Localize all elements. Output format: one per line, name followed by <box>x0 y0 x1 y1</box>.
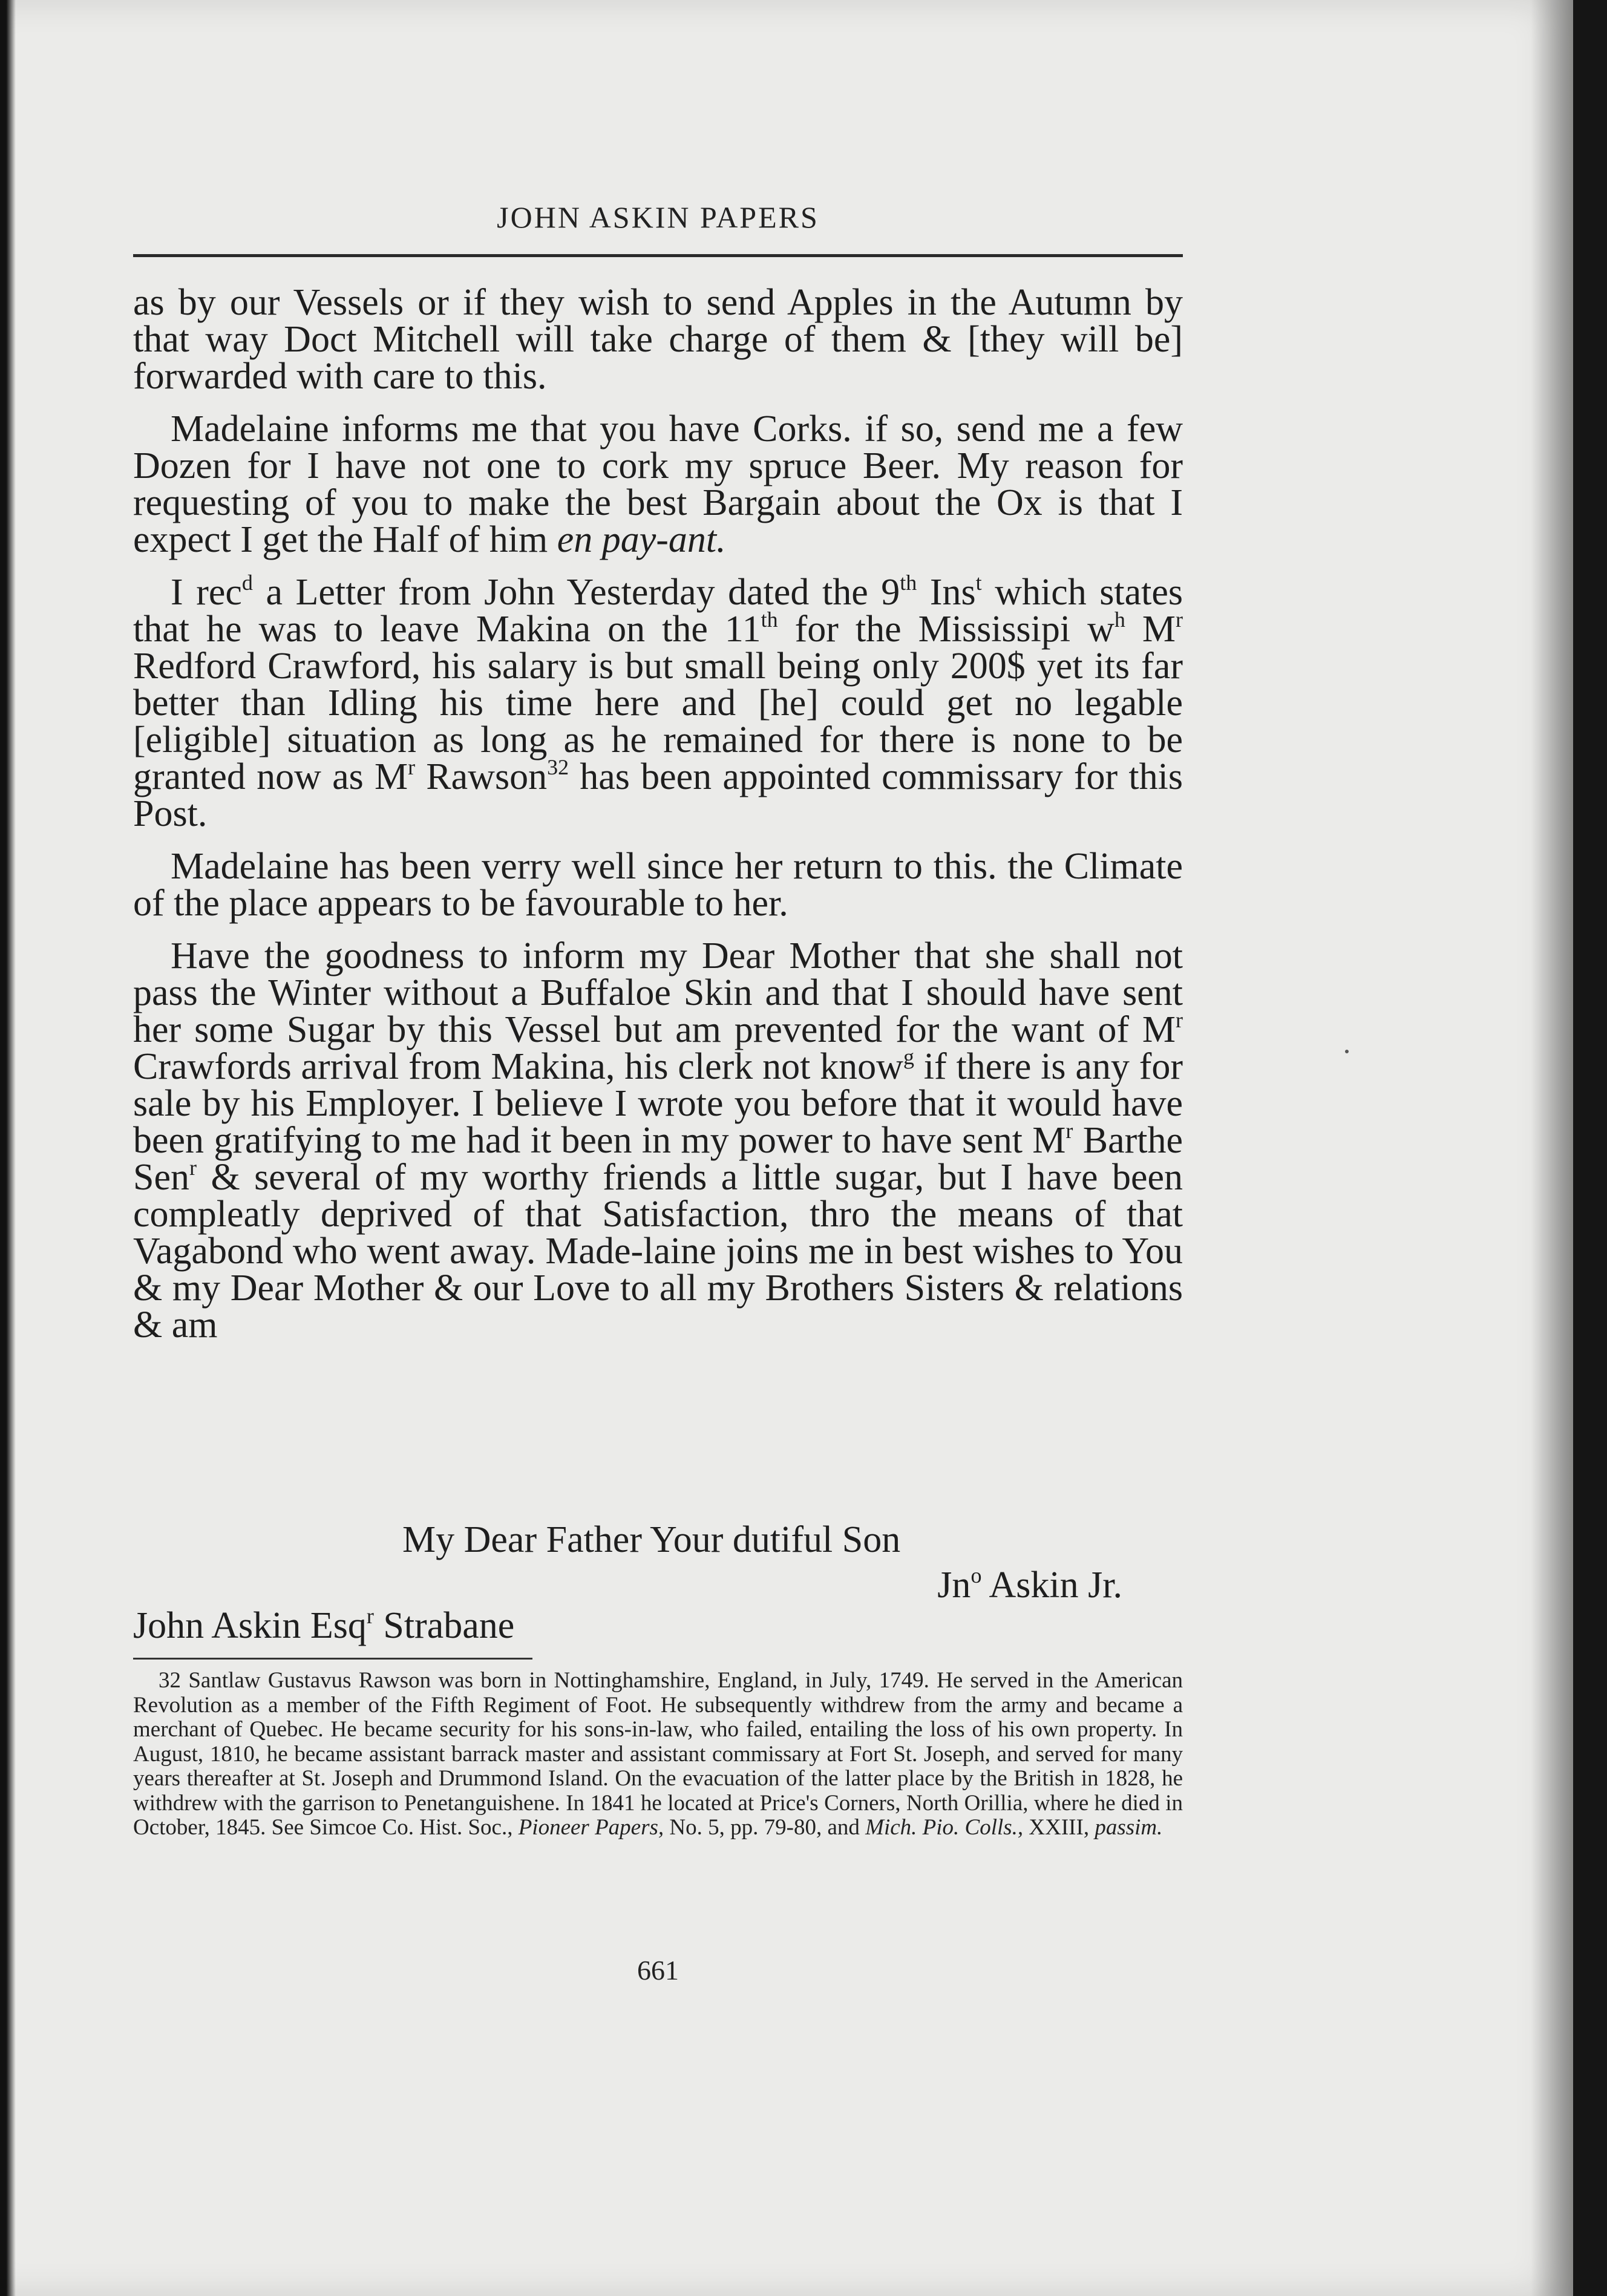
signature-name: Jn <box>937 1565 971 1606</box>
text-run: Crawfords arrival from Makina, his clerk not know <box>133 1046 903 1087</box>
paragraph <box>133 935 1183 1346</box>
addressee-superscript: r <box>366 1604 374 1628</box>
header-rule <box>133 254 1183 257</box>
addressee-name: John Askin Esq <box>133 1605 367 1646</box>
italic-text: passim. <box>1095 1815 1163 1840</box>
addressee <box>133 1604 1183 1646</box>
signature-rest: Askin Jr. <box>981 1565 1122 1606</box>
italic-text: en pay-ant. <box>557 519 726 560</box>
text-run: Madelaine has been verry well since her return to this. the Climate of the place appears to be favourable to her. <box>133 846 1183 924</box>
signature-superscript: o <box>970 1563 982 1588</box>
text-run: if there is any for sale by his Employer. I believe I wrote you before that it would have been gratifying to me had it been in my power to have sent M <box>133 1046 1183 1161</box>
superscript: d <box>241 571 253 595</box>
italic-text: Pioneer Papers, <box>518 1815 664 1840</box>
page-torn-edge <box>0 0 16 2296</box>
text-run: Ins <box>917 572 976 613</box>
superscript: h <box>1114 607 1125 632</box>
page-number: 661 <box>637 1955 679 1986</box>
superscript: t <box>975 571 982 595</box>
signature <box>133 1563 1183 1606</box>
closing-salutation: My Dear Father Your dutiful Son <box>402 1519 901 1560</box>
text-run: & several of my worthy friends a little sugar, but I have been compleatly deprived of that Satisfaction, thro the means of that Vagabond who went away. Made-laine joins me in best wishes to You & my Dear Mother & our Love to all my Brothers Sisters & relations & am <box>133 1157 1183 1346</box>
text-run: Rawson <box>415 756 548 797</box>
superscript: r <box>408 755 416 779</box>
text-run: Madelaine informs me that you have Corks. if so, send me a few Dozen for I have not one to cork my spruce Beer. My reason for requesting of you to make the best Bargain about the Ox is that I expect I get the Half of him <box>133 408 1183 560</box>
paragraph <box>133 408 1183 560</box>
text-run: XXIII, <box>1023 1815 1095 1840</box>
text-run: Have the goodness to inform my Dear Mother that she shall not pass the Winter without a Buffaloe Skin and that I should have sent her some Sugar by this Vessel but am prevented for the want of M <box>133 935 1183 1050</box>
text-run: No. 5, pp. 79-80, and <box>664 1815 866 1840</box>
scan-speck <box>1345 1050 1349 1053</box>
text-run: M <box>1125 609 1176 650</box>
superscript: th <box>761 607 778 632</box>
text-run: Redford Crawford, his salary is but small being only 200$ yet its far better than Idling his time here and [he] could get no legable [eligible] situation as long as he remained for there is none to be granted now as M <box>133 646 1183 797</box>
italic-text: Mich. Pio. Colls., <box>865 1815 1024 1840</box>
footnote-32 <box>133 1669 1183 1840</box>
superscript: r <box>1065 1119 1073 1143</box>
text-run: I rec <box>171 572 242 613</box>
superscript: g <box>903 1045 914 1069</box>
superscript: r <box>189 1156 197 1180</box>
text-run: for the Mississipi w <box>777 609 1114 650</box>
paragraph <box>133 571 1183 834</box>
superscript: 32 <box>547 755 569 779</box>
text-run: which states that he was to leave Makina on the 11 <box>133 572 1183 650</box>
text-run: Barthe Sen <box>133 1120 1183 1198</box>
footnote-rule <box>133 1658 532 1660</box>
page-shadow <box>1531 0 1573 2296</box>
text-run: 32 Santlaw Gustavus Rawson was born in Nottinghamshire, England, in July, 1749. He served in the American Revolution as a member of the Fifth Regiment of Foot. He subsequently withdrew from the army and became a merchant of Quebec. He became security for his sons-in-law, who failed, entailing the loss of his own property. In August, 1810, he became assistant barrack master and assistant commissary at Fort St. Joseph, and served for many years thereafter at St. Joseph and Drummond Island. On the evacuation of the latter place by the British in 1828, he withdrew with the garrison to Penetanguishene. In 1841 he located at Price's Corners, North Orillia, where he died in October, 1845. See Simcoe Co. Hist. Soc., <box>133 1668 1183 1840</box>
text-run: a Letter from John Yesterday dated the 9 <box>252 572 900 613</box>
superscript: r <box>1176 1008 1183 1032</box>
text-run: as by our Vessels or if they wish to send Apples in the Autumn by that way Doct Mitchell will take charge of them & [they will be] forwarded with care to this. <box>133 282 1183 397</box>
superscript: th <box>900 571 917 595</box>
superscript: r <box>1176 607 1183 632</box>
letter-body <box>133 284 1183 1359</box>
addressee-place: Strabane <box>373 1605 515 1646</box>
running-head: JOHN ASKIN PAPERS <box>497 200 819 234</box>
paragraph <box>133 848 1183 922</box>
text-run: has been appointed commissary for this Post. <box>133 756 1183 834</box>
paragraph <box>133 284 1183 395</box>
